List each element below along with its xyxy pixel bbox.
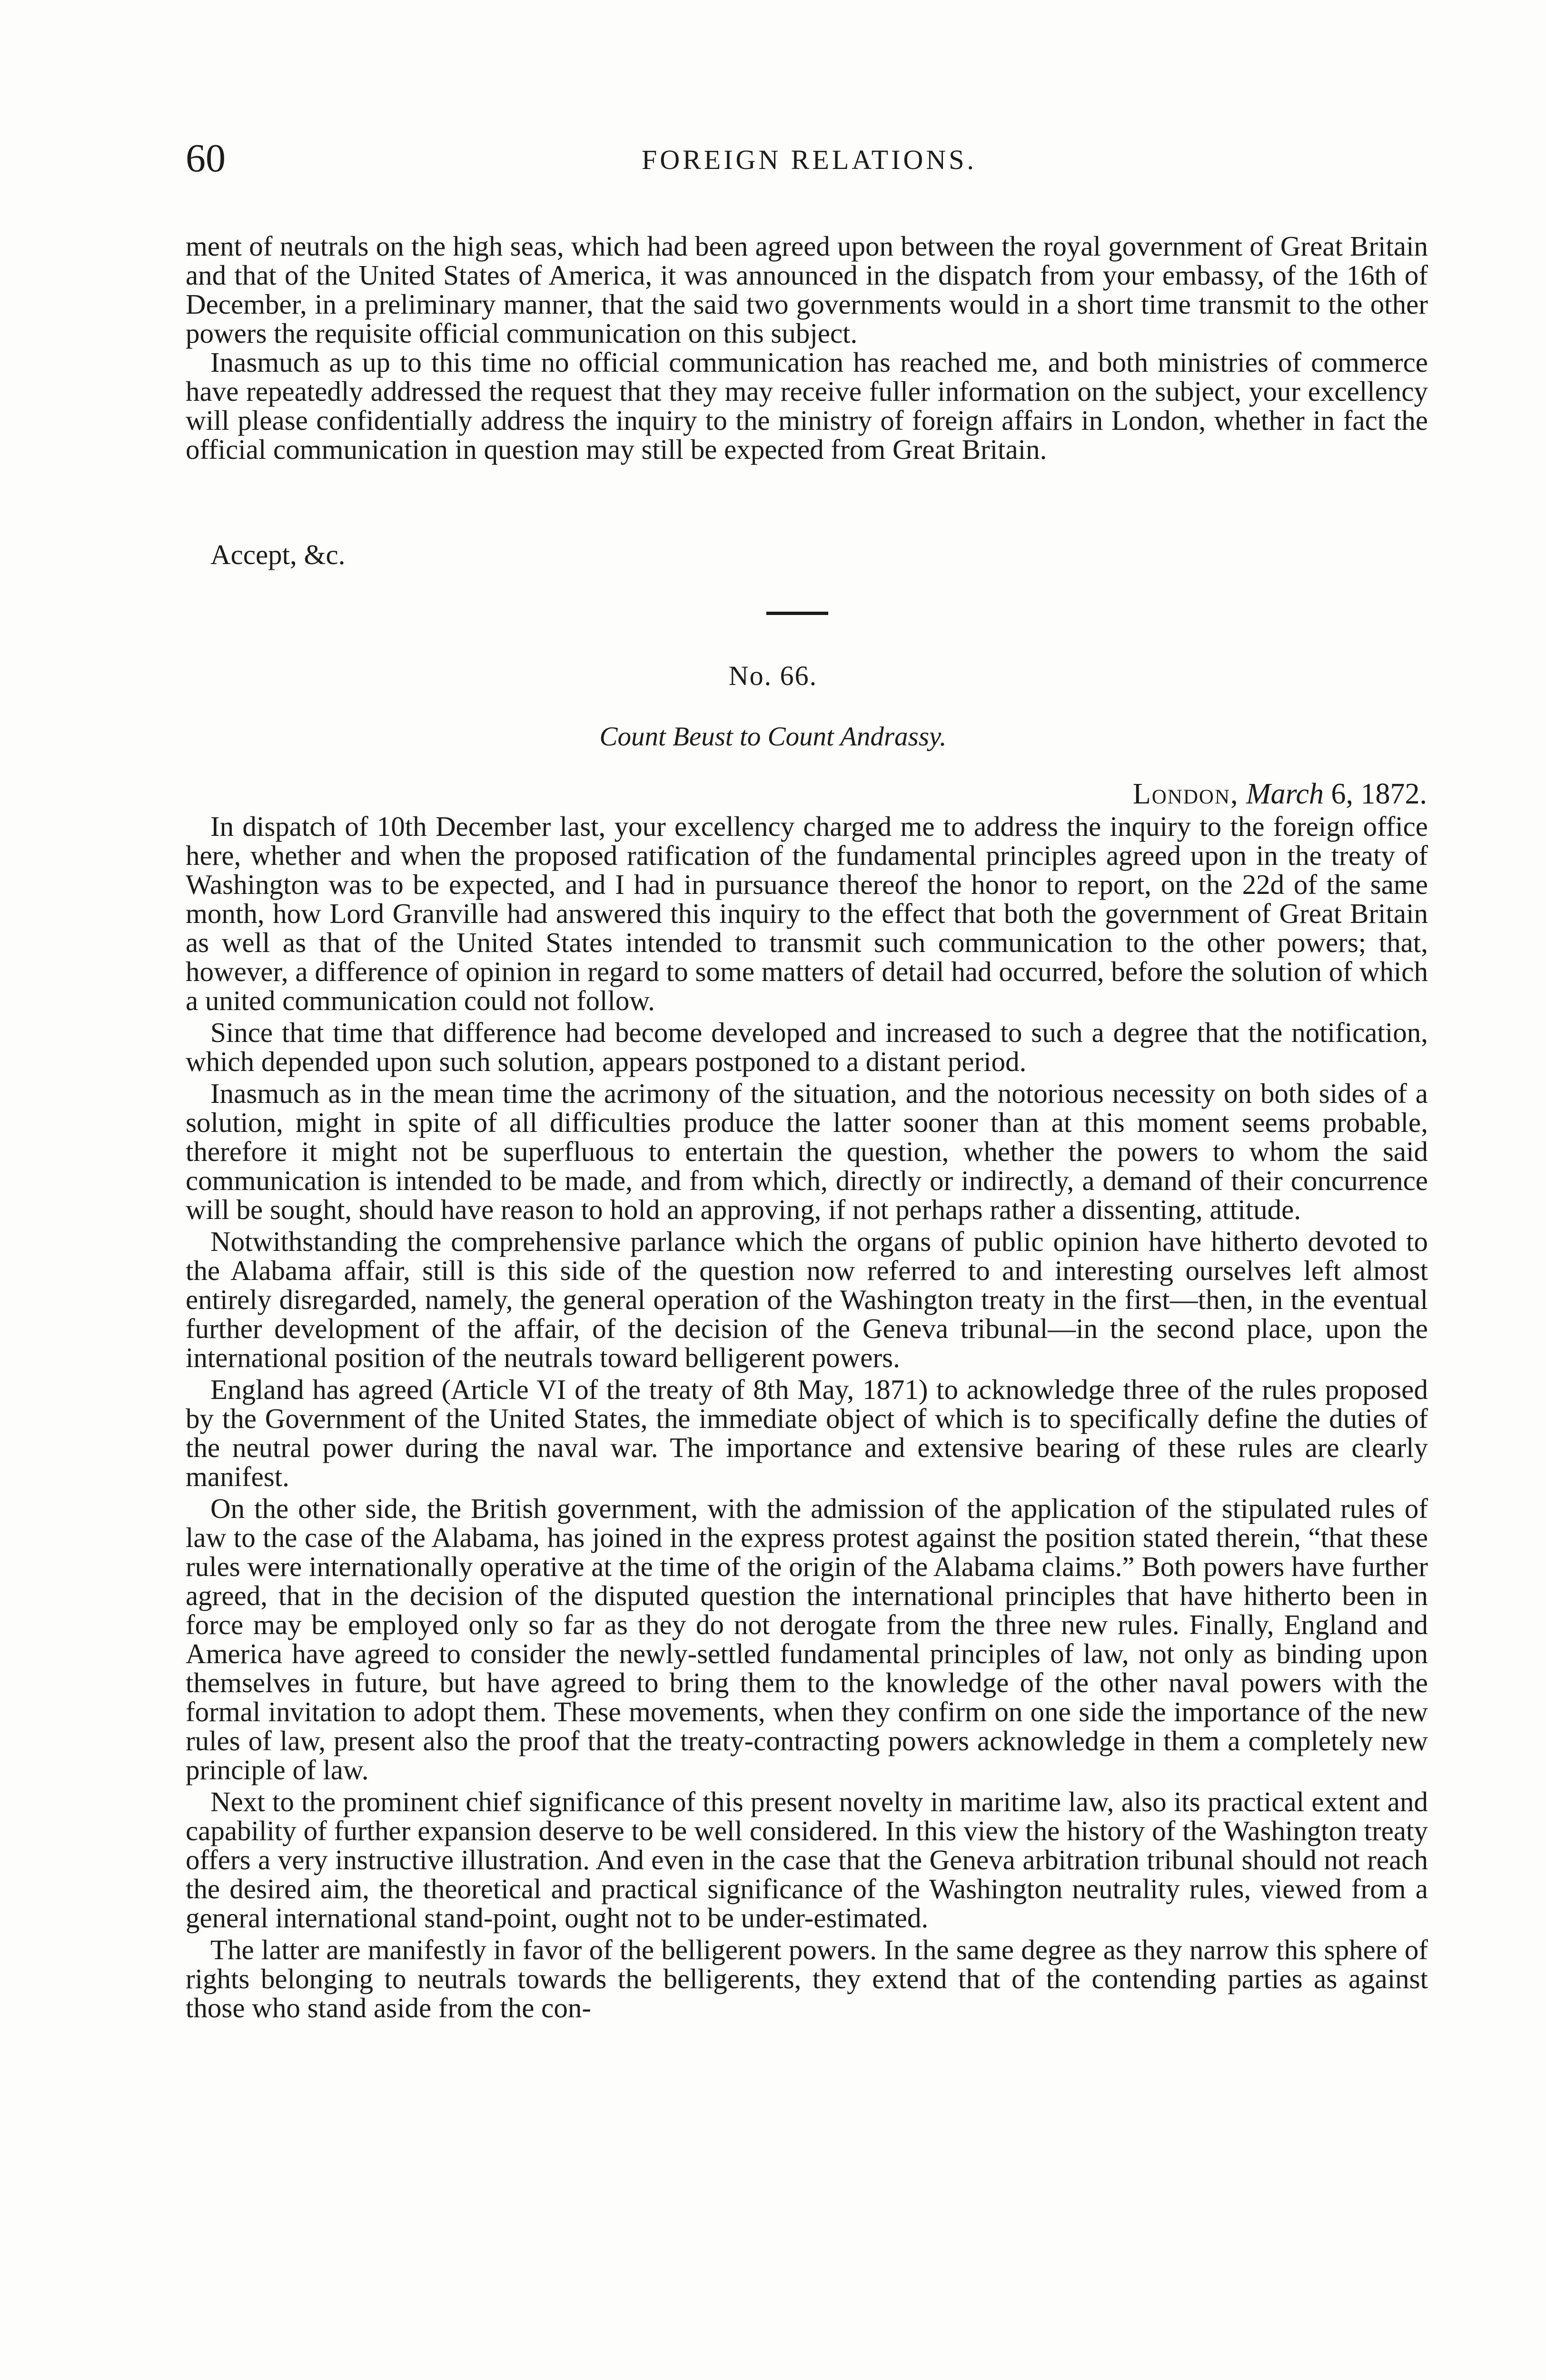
section-divider <box>766 612 828 615</box>
paragraph: ment of neutrals on the high seas, which had been agreed upon between the royal government of Great Britain and that of the United States of America, it was announced in the dispatch from your embassy, of the 16th of December, in a preliminary manner, that the said two governments would in a short time transmit to the other powers the requisite official communication on this subject. <box>186 230 1428 349</box>
continuation-text <box>186 232 1428 464</box>
paragraph: Inasmuch as in the mean time the acrimony of the situation, and the notorious necessity on both sides of a solution, might in spite of all difficulties produce the latter sooner than at this moment seems probable, therefore it might not be superfluous to entertain the question, whether the powers to whom the said communication is intended to be made, and from which, directly or indirectly, a demand of their concurrence will be sought, should have reason to hold an approving, if not perhaps rather a dissenting, attitude. <box>186 1078 1428 1225</box>
paragraph: Inasmuch as up to this time no official communication has reached me, and both ministries of commerce have repeatedly addressed the request that they may receive fuller information on the subject, your excellency will please confidentially address the inquiry to the ministry of foreign affairs in London, whether in fact the official communication in question may still be expected from Great Britain. <box>186 347 1428 465</box>
paragraph: Notwithstanding the comprehensive parlance which the organs of public opinion have hitherto devoted to the Alabama affair, still is this side of the question now referred to and interesting ourselves left almost entirely disregarded, namely, the general operation of the Washington treaty in the first—then, in the eventual further development of the affair, of the decision of the Geneva tribunal—in the second place, upon the international position of the neutrals toward belligerent powers. <box>186 1226 1428 1373</box>
running-head: FOREIGN RELATIONS. <box>641 144 977 175</box>
paragraph: Since that time that difference had become developed and increased to such a degree that the notification, which depended upon such solution, appears postponed to a distant period. <box>186 1017 1428 1077</box>
paragraph: England has agreed (Article VI of the treaty of 8th May, 1871) to acknowledge three of the rules proposed by the Government of the United States, the immediate object of which is to specifically define the duties of the neutral power during the naval war. The importance and extensive bearing of these rules are clearly manifest. <box>186 1374 1428 1492</box>
dateline <box>1133 777 1427 811</box>
dateline-place: London, <box>1132 778 1239 810</box>
document-body <box>186 812 1428 2023</box>
paragraph: The latter are manifestly in favor of the belligerent powers. In the same degree as they narrow this sphere of rights belonging to neutrals towards the belligerents, they extend that of the contending parties as against those who stand aside from the con- <box>186 1934 1428 2023</box>
dateline-date: 6, 1872. <box>1331 778 1427 810</box>
page-header <box>186 132 1433 185</box>
document-number: No. 66. <box>728 660 818 691</box>
page-number: 60 <box>186 136 226 180</box>
paragraph: Next to the prominent chief significance of this present novelty in maritime law, also its practical extent and capability of further expansion deserve to be well considered. In this view the history of the Washington treaty offers a very instructive illustration. And even in the case that the Geneva arbitration tribunal should not reach the desired aim, the theoretical and practical significance of the Washington neutrality rules, viewed from a general international stand-point, ought not to be under-estimated. <box>186 1786 1428 1934</box>
dateline-month: March <box>1246 778 1324 810</box>
paragraph: In dispatch of 10th December last, your excellency charged me to address the inquiry to the foreign office here, whether and when the proposed ratification of the fundamental principles agreed upon in the treaty of Washington was to be expected, and I had in pursuance thereof the honor to report, on the 22d of the same month, how Lord Granville had answered this inquiry to the effect that both the government of Great Britain as well as that of the United States intended to transmit such communication to the other powers; that, however, a difference of opinion in regard to some matters of detail had occurred, before the solution of which a united communication could not follow. <box>186 811 1428 1016</box>
document-title: Count Beust to Count Andrassy. <box>599 722 947 752</box>
closing-salutation: Accept, &c. <box>210 539 346 570</box>
paragraph: On the other side, the British government, with the admission of the application of the stipulated rules of law to the case of the Alabama, has joined in the express protest against the position stated therein, “that these rules were internationally operative at the time of the origin of the Alabama claims.” Both powers have further agreed, that in the decision of the disputed question the international principles that have hitherto been in force may be employed only so far as they do not derogate from the three new rules. Finally, England and America have agreed to consider the newly-settled fundamental principles of law, not only as binding upon themselves in future, but have agreed to bring them to the knowledge of the other naval powers with the formal invitation to adopt them. These movements, when they confirm on one side the importance of the new rules of law, present also the proof that the treaty-contracting powers acknowledge in them a completely new principle of law. <box>186 1493 1428 1785</box>
